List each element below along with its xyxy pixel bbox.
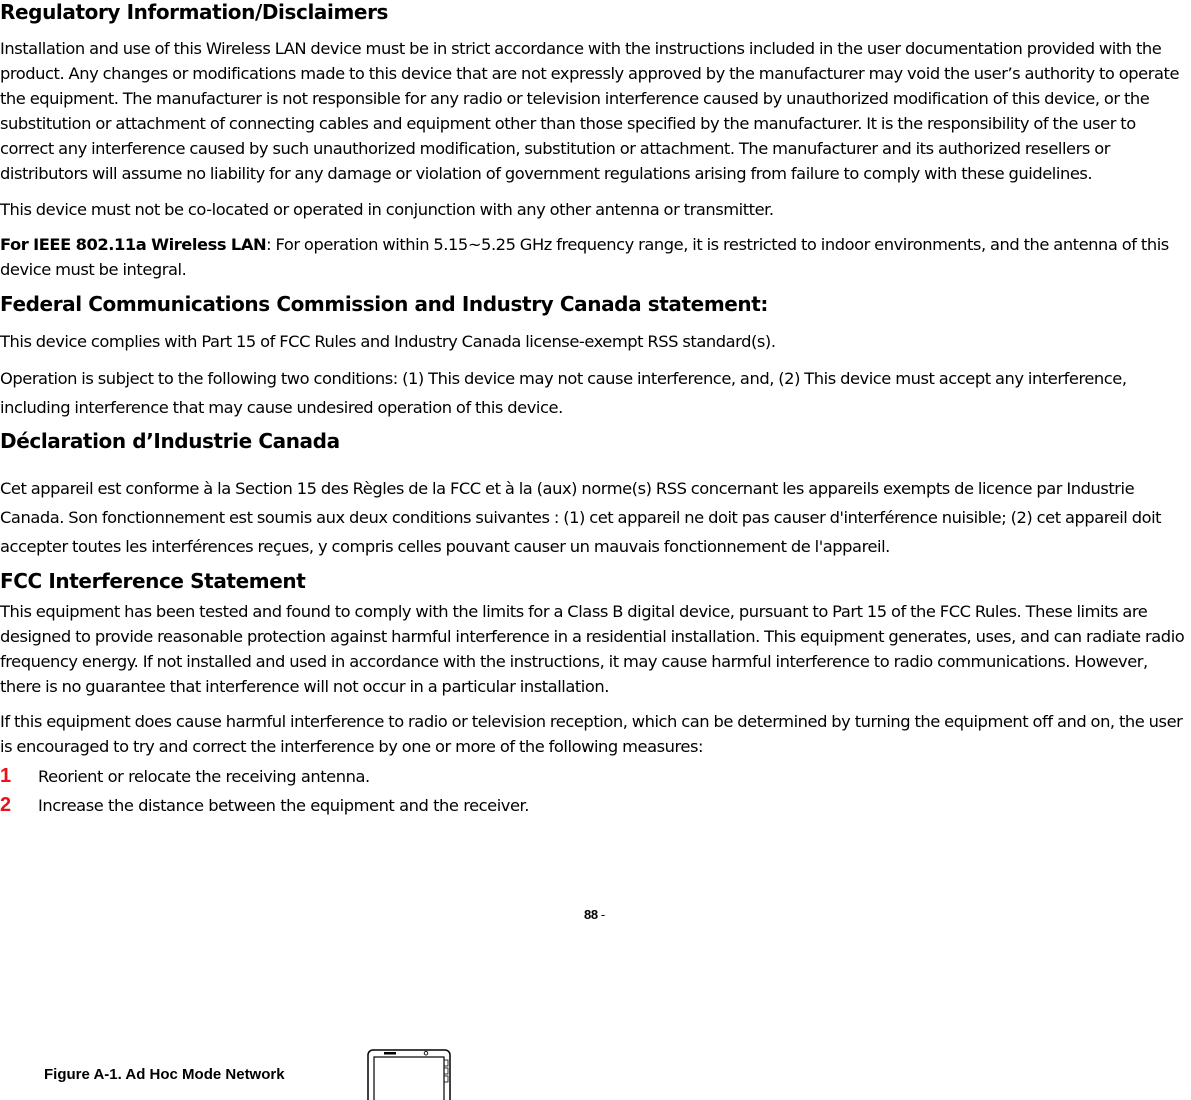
laptop-icon <box>366 1048 454 1100</box>
list-item <box>0 791 1191 820</box>
paragraph-measures: If this equipment does cause harmful interference to radio or television reception, which can be determined by turning the equipment off and on, the user is encouraged to try and correct the interference by one or more of the following measures: <box>0 712 1183 756</box>
paragraph-80211a-body: : For operation within 5.15~5.25 GHz frequency range, it is restricted to indoor environments, and the antenna of this device must be integral. <box>0 235 1169 279</box>
paragraph-80211a-lead: For IEEE 802.11a Wireless LAN <box>0 235 267 254</box>
paragraph-installation: Installation and use of this Wireless LAN device must be in strict accordance with the instructions included in the user documentation provided with the product. Any changes or modifications made to this device that are not expressly approved by the manufacturer may void the user’s authority to operate the equipment. The manufacturer is not responsible for any radio or television interference caused by unauthorized modification of this device, or the substitution or attachment of connecting cables and equipment other than those specified by the manufacturer. It is the responsibility of the user to correct any interference caused by such unauthorized modification, substitution or attachment. The manufacturer and its authorized resellers or distributors will assume no liability for any damage or violation of government regulations arising from failure to comply with these guidelines. <box>0 39 1180 183</box>
list-item-number: 1 <box>0 765 11 787</box>
list-item-number: 2 <box>0 794 11 816</box>
list-item-text: Reorient or relocate the receiving antenna. <box>38 767 370 786</box>
page-number <box>584 907 605 922</box>
list-item <box>0 762 1191 791</box>
page-number-dash: - <box>600 907 605 922</box>
page-number-value: 88 <box>584 907 598 922</box>
page-title: Regulatory Information/Disclaimers <box>0 0 389 24</box>
paragraph-colocation: This device must not be co-located or operated in conjunction with any other antenna or transmitter. <box>0 200 774 219</box>
paragraph-complies: This device complies with Part 15 of FCC Rules and Industry Canada license-exempt RSS standard(s). <box>0 332 776 351</box>
figure-caption: Figure A-1. Ad Hoc Mode Network <box>44 1066 285 1083</box>
paragraph-industry-canada-fr: Cet appareil est conforme à la Section 15 des Règles de la FCC et à la (aux) norme(s) RSS concernant les appareils exempts de licence par Industrie Canada. Son fonctionnement est soumis aux deux conditions suivantes : (1) cet appareil ne doit pas causer d'interférence nuisible; (2) cet appareil doit accepter toutes les interférences reçues, y compris celles pouvant causer un mauvais fonctionnement de l'appareil. <box>0 479 1162 556</box>
paragraph-conditions: Operation is subject to the following two conditions: (1) This device may not cause interference, and, (2) This device must accept any interference, including interference that may cause undesired operation of this device. <box>0 369 1127 417</box>
section-heading-fcc-interference: FCC Interference Statement <box>0 569 306 593</box>
paragraph-tested: This equipment has been tested and found to comply with the limits for a Class B digital device, pursuant to Part 15 of the FCC Rules. These limits are designed to provide reasonable protection against harmful interference in a residential installation. This equipment generates, uses, and can radiate radio frequency energy. If not installed and used in accordance with the instructions, it may cause harmful interference to radio communications. However, there is no guarantee that interference will not occur in a particular installation. <box>0 602 1185 696</box>
list-item-text: Increase the distance between the equipment and the receiver. <box>38 796 530 815</box>
section-heading-industry-canada: Déclaration d’Industrie Canada <box>0 429 340 453</box>
paragraph-80211a <box>0 232 1191 282</box>
section-heading-fcc-ic: Federal Communications Commission and Industry Canada statement: <box>0 292 769 316</box>
